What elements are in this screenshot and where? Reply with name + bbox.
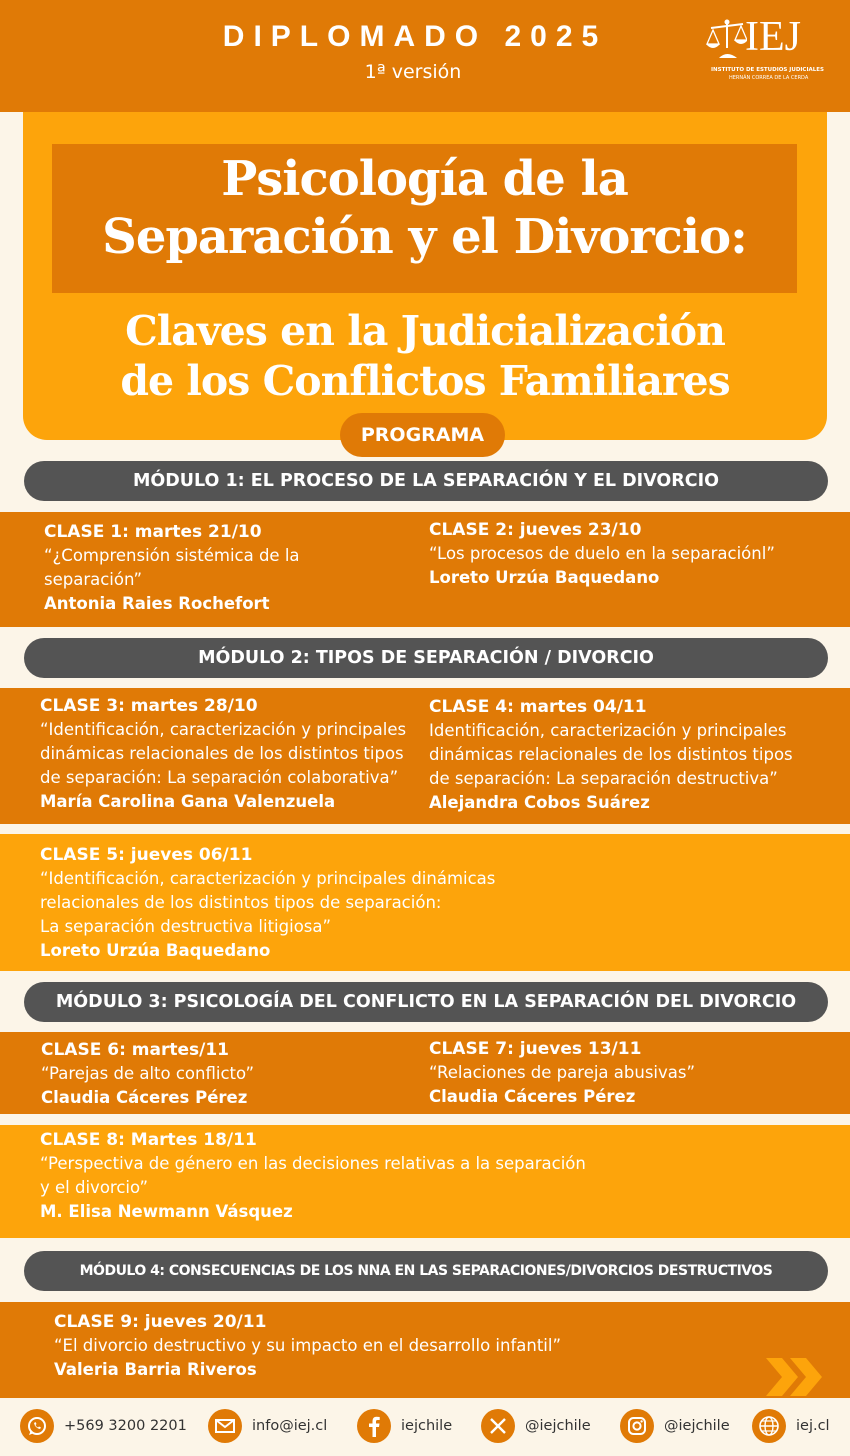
facebook-contact[interactable] [357,1408,452,1444]
course-subtitle-line: de los Conflictos Familiares [120,357,730,405]
class-8 [40,1128,586,1224]
class-title: CLASE 1: martes 21/10 [44,522,262,542]
class-5 [40,843,495,963]
class-speaker: Claudia Cáceres Pérez [41,1088,248,1107]
class-title: CLASE 9: jueves 20/11 [54,1312,267,1332]
footer-text: @iejchile [525,1418,591,1434]
course-title [52,150,797,266]
class-description-line: “¿Comprensión sistémica de la [44,546,300,565]
class-description-line: “Relaciones de pareja abusivas” [429,1063,696,1082]
facebook-icon [357,1409,391,1443]
class-speaker: Loreto Urzúa Baquedano [40,941,271,960]
class-1 [44,520,300,616]
class-description-line: de separación: La separación colaborativa” [40,768,399,787]
course-title-line: Psicología de la [221,151,628,207]
class-4 [429,695,793,815]
whatsapp-icon [20,1409,54,1443]
footer-text: iejchile [401,1418,453,1434]
module-2-header: MÓDULO 2: TIPOS DE SEPARACIÓN / DIVORCIO [24,638,828,678]
class-title: CLASE 8: Martes 18/11 [40,1130,257,1150]
class-description-line: separación” [44,570,143,589]
class-2 [429,518,775,590]
x-icon [481,1409,515,1443]
double-chevron-right-icon [764,1356,826,1398]
version-label: 1ª versión [364,61,462,83]
class-description-line: La separación destructiva litigiosa” [40,917,332,936]
class-description [429,719,793,791]
class-title: CLASE 6: martes/11 [41,1040,229,1060]
class-9 [54,1310,561,1382]
module-4-header: MÓDULO 4: CONSECUENCIAS DE LOS NNA EN LAS SEPARACIONES/DIVORCIOS DESTRUCTIVOS [24,1251,828,1291]
class-speaker: Loreto Urzúa Baquedano [429,568,660,587]
class-description [40,1152,586,1200]
class-description-line: “Los procesos de duelo en la separaciónl” [429,544,775,563]
class-description-line: “Perspectiva de género en las decisiones relativas a la separación [40,1154,586,1173]
course-title-line: Separación y el Divorcio: [102,209,747,265]
footer-text: iej.cl [796,1418,830,1434]
class-description-line: “Identificación, caracterización y principales [40,720,407,739]
contact-footer [0,1398,850,1456]
instagram-icon [620,1409,654,1443]
email-icon [208,1409,242,1443]
class-6 [41,1038,254,1110]
class-description-line: dinámicas relacionales de los distintos tipos [40,744,404,763]
globe-icon [752,1409,786,1443]
class-description-line: Identificación, caracterización y principales [429,721,787,740]
class-speaker: Valeria Barria Riveros [54,1360,257,1379]
class-description [429,1061,695,1085]
diplomado-title: DIPLOMADO 2025 [222,20,608,53]
class-speaker: Claudia Cáceres Pérez [429,1087,636,1106]
footer-text: info@iej.cl [252,1418,328,1434]
class-description-line: “Parejas de alto conflicto” [41,1064,255,1083]
x-contact[interactable] [481,1408,591,1444]
class-description [44,544,300,592]
module-3-header: MÓDULO 3: PSICOLOGÍA DEL CONFLICTO EN LA SEPARACIÓN DEL DIVORCIO [24,982,828,1022]
class-description [54,1334,561,1358]
course-subtitle [0,306,850,406]
class-description-line: “Identificación, caracterización y principales dinámicas [40,869,496,888]
class-7 [429,1037,695,1109]
class-speaker: Alejandra Cobos Suárez [429,793,650,812]
class-description [429,542,775,566]
class-speaker: Antonia Raies Rochefort [44,594,270,613]
class-description-line: de separación: La separación destructiva” [429,769,778,788]
class-description-line: dinámicas relacionales de los distintos tipos [429,745,793,764]
class-speaker: María Carolina Gana Valenzuela [40,792,336,811]
class-title: CLASE 5: jueves 06/11 [40,845,253,865]
email-contact[interactable] [208,1408,327,1444]
class-description [40,718,406,790]
module-1-header: MÓDULO 1: EL PROCESO DE LA SEPARACIÓN Y EL DIVORCIO [24,461,828,501]
footer-text: +569 3200 2201 [64,1418,187,1434]
class-title: CLASE 3: martes 28/10 [40,696,258,716]
top-bar [0,0,850,112]
class-description [41,1062,254,1086]
instagram-contact[interactable] [620,1408,730,1444]
iej-logo [705,14,824,86]
logo-institute-name: INSTITUTO DE ESTUDIOS JUDICIALES [711,67,824,73]
course-subtitle-line: Claves en la Judicialización [125,307,725,355]
class-title: CLASE 7: jueves 13/11 [429,1039,642,1059]
logo-wordmark: IEJ [745,14,801,60]
whatsapp-contact[interactable] [20,1408,187,1444]
class-speaker: M. Elisa Newmann Vásquez [40,1202,293,1221]
class-description-line: “El divorcio destructivo y su impacto en el desarrollo infantil” [54,1336,562,1355]
logo-institute-subname: HERNÁN CORREA DE LA CERDA [729,75,809,81]
scales-of-justice-icon [705,18,747,62]
class-3 [40,694,406,814]
class-description-line: y el divorcio” [40,1178,149,1197]
website-contact[interactable] [752,1408,830,1444]
class-description [40,867,495,939]
class-description-line: relacionales de los distintos tipos de separación: [40,893,442,912]
program-pill: PROGRAMA [340,413,505,457]
class-title: CLASE 4: martes 04/11 [429,697,647,717]
class-title: CLASE 2: jueves 23/10 [429,520,642,540]
footer-text: @iejchile [664,1418,730,1434]
